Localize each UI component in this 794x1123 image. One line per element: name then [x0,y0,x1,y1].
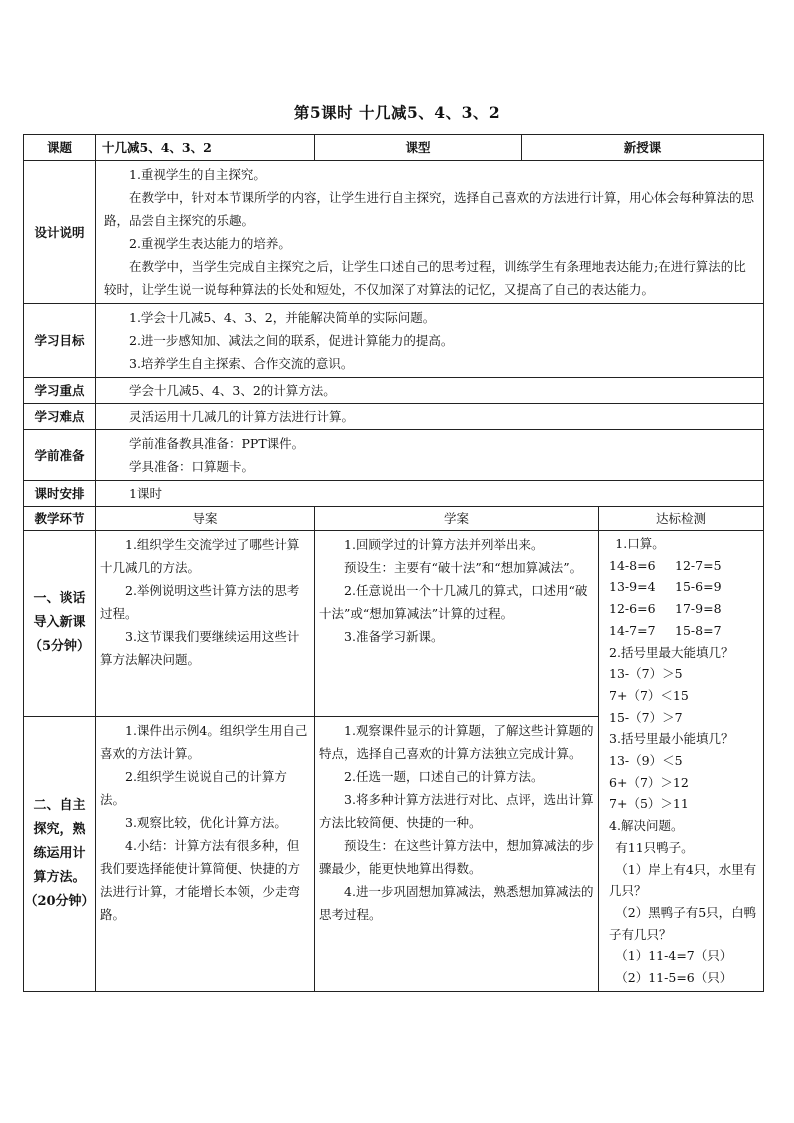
stage-line: 练运用计 [33,845,86,861]
stage-line: 算方法。 [33,869,86,885]
section1-guide [96,531,315,717]
prep-line: 学前准备教具准备：PPT课件。 [129,436,305,451]
check-q2-item: 13-（7）＞5 [609,666,683,682]
prep-label: 学前准备 [24,430,96,481]
design-line: 1.重视学生的自主探究。 [129,167,266,182]
section2-study [315,716,599,991]
goal-line: 2.进一步感知加、减法之间的联系，促进计算能力的提高。 [129,333,454,348]
check-q2-item: 15-（7）＞7 [609,709,683,725]
guide-line: 2.举例说明这些计算方法的思考过程。 [100,583,300,621]
section1-row [24,531,764,717]
check-q4-answer: （2）11-5=6（只） [615,970,733,986]
section2-stage [24,716,96,991]
calc-pair [609,555,759,577]
calc-pair [609,598,759,620]
schedule-text: 1课时 [129,486,162,501]
topic-label: 课题 [24,135,96,161]
guide-line: 3.这节课我们要继续运用这些计算方法解决问题。 [100,629,300,667]
stage-line: （20分钟） [24,893,95,909]
key-point-row [24,378,764,404]
check-q3-item: 6+（7）＞12 [609,774,689,790]
study-line: 预设生：在这些计算方法中，想加算减法的步骤最少，能更快地算出得数。 [319,837,595,876]
goals-row [24,304,764,378]
guide-line: 1.课件出示例4。组织学生用自己喜欢的方法计算。 [100,722,308,761]
col-check-header: 达标检测 [599,507,764,531]
guide-line: 1.组织学生交流学过了哪些计算十几减几的方法。 [100,537,300,575]
stage-line: 导入新课 [33,615,86,631]
goal-line: 3.培养学生自主探索、合作交流的意识。 [129,356,354,371]
stage-line: （5分钟） [28,639,91,655]
section2-guide [96,716,315,991]
study-line: 3.将多种计算方法进行对比、点评，选出计算方法比较简便、快捷的一种。 [319,791,594,830]
check-column [599,531,764,992]
study-line: 1.回顾学过的计算方法并列举出来。 [344,537,544,552]
section1-stage [24,531,96,717]
design-line: 在教学中，当学生完成自主探究之后，让学生口述自己的思考过程，训练学生有条理地表达能力;在进行算法的比较时，让学生说一说每种算法的长处和短处，不仅加深了对算法的记忆，又提高了自己的表达能力。 [104,259,746,297]
stage-line: 一、谈话 [33,591,86,607]
calc-item: 15-8=7 [675,622,722,638]
type-value: 新授课 [522,135,764,161]
stage-line: 探究，熟 [33,821,86,837]
calc-item: 14-8=6 [609,557,656,573]
calc-item: 12-7=5 [675,557,722,573]
prep-content [96,430,764,481]
key-point-label: 学习重点 [24,378,96,404]
calc-item: 13-9=4 [609,579,656,595]
guide-line: 4.小结：计算方法有很多种，但我们要选择能使计算简便、快捷的方法进行计算，才能增长本领，少走弯路。 [100,837,301,922]
topic-row [24,135,764,161]
lesson-plan-table [23,134,764,992]
schedule-value [96,481,764,507]
goals-label: 学习目标 [24,304,96,378]
calc-item: 15-6=9 [675,579,722,595]
calc-item: 12-6=6 [609,601,656,617]
goals-content [96,304,764,378]
study-line: 2.任选一题，口述自己的计算方法。 [344,768,544,784]
topic-value: 十几减5、4、3、2 [96,135,315,161]
check-q4-sub: （1）岸上有4只，水里有几只？ [609,861,757,899]
difficulty-value [96,404,764,430]
goal-line: 1.学会十几减5、4、3、2，并能解决简单的实际问题。 [129,310,436,325]
design-row [24,161,764,304]
calc-item: 17-9=8 [675,601,722,617]
page-title: 第5课时 十几减5、4、3、2 [293,103,501,122]
check-q4-answer: （1）11-4=7（只） [615,948,733,964]
section1-study [315,531,599,717]
difficulty-label: 学习难点 [24,404,96,430]
key-point-text: 学会十几减5、4、3、2的计算方法。 [129,383,336,398]
check-q3-item: 13-（9）＜5 [609,753,683,769]
study-line: 1.观察课件显示的计算题，了解这些计算题的特点，选择自己喜欢的计算方法独立完成计算。 [319,722,594,761]
stage-line: 二、自主 [33,797,86,813]
study-line: 4.进一步巩固想加算减法，熟悉想加算减法的思考过程。 [319,883,594,922]
check-q2-title: 2.括号里最大能填几？ [609,644,734,660]
check-q1-title: 1.口算。 [615,536,665,551]
study-line: 预设生：主要有“破十法”和“想加算减法”。 [344,560,583,575]
schedule-row [24,481,764,507]
schedule-label: 课时安排 [24,481,96,507]
design-content [96,161,764,304]
check-q3-title: 3.括号里最小能填几？ [609,731,734,747]
difficulty-text: 灵活运用十几减几的计算方法进行计算。 [129,409,355,424]
col-guide-header: 导案 [96,507,315,531]
guide-line: 3.观察比较，优化计算方法。 [125,814,287,830]
col-study-header: 学案 [315,507,599,531]
check-q4-sub: （2）黑鸭子有5只，白鸭子有几只？ [609,904,757,942]
study-line: 3.准备学习新课。 [344,629,444,644]
calc-pair [609,576,759,598]
calc-pair [609,620,759,642]
difficulty-row [24,404,764,430]
check-q4-intro: 有11只鸭子。 [615,839,694,855]
col-stage-header: 教学环节 [24,507,96,531]
column-header-row [24,507,764,531]
key-point-value [96,378,764,404]
check-q3-item: 7+（5）＞11 [609,796,689,812]
prep-row [24,430,764,481]
study-line: 2.任意说出一个十几减几的算式，口述用“破十法”或“想加算减法”计算的过程。 [319,583,588,621]
design-label: 设计说明 [24,161,96,304]
check-q4-title: 4.解决问题。 [609,818,684,834]
guide-line: 2.组织学生说说自己的计算方法。 [100,768,287,807]
calc-item: 14-7=7 [609,622,656,638]
design-line: 2.重视学生表达能力的培养。 [129,236,291,251]
design-line: 在教学中，针对本节课所学的内容，让学生进行自主探究，选择自己喜欢的方法进行计算，用心体会每种算法的思路，品尝自主探究的乐趣。 [104,190,755,228]
prep-line: 学具准备：口算题卡。 [129,459,255,474]
type-label: 课型 [315,135,522,161]
check-q2-item: 7+（7）＜15 [609,687,689,703]
